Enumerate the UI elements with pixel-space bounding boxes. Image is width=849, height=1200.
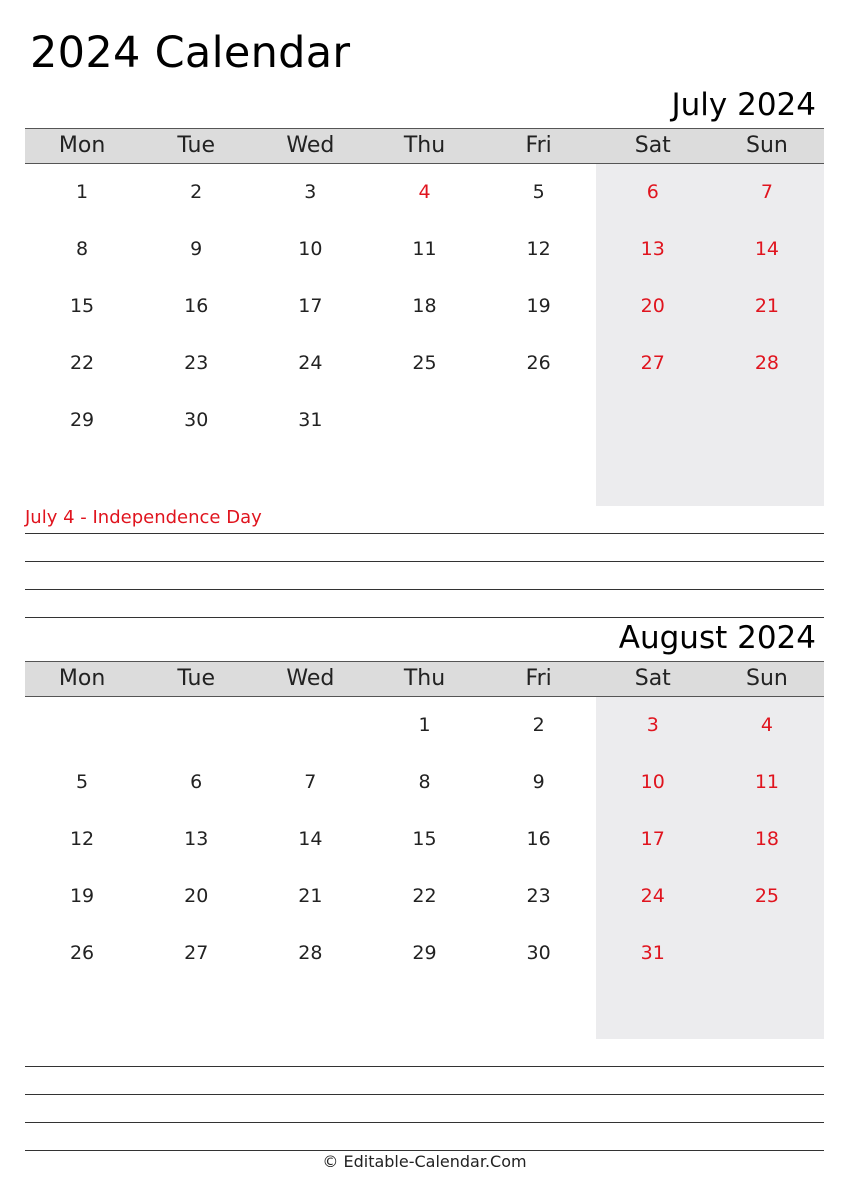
day-grid xyxy=(25,164,824,506)
day-cell: 13 xyxy=(184,828,209,850)
weekday-header xyxy=(25,128,824,164)
day-cell: 14 xyxy=(298,828,323,850)
empty-day-cell xyxy=(482,392,596,449)
empty-day-cell xyxy=(596,392,710,449)
day-cell: 16 xyxy=(184,295,209,317)
day-cell: 7 xyxy=(760,181,773,203)
weekday-sun: Sun xyxy=(745,133,788,158)
calendar-july xyxy=(25,128,824,506)
empty-day-cell xyxy=(482,449,596,506)
weekday-header xyxy=(25,661,824,697)
month-title-august: August 2024 xyxy=(618,620,816,656)
weekday-sat: Sat xyxy=(634,133,671,158)
note-line xyxy=(25,617,824,618)
day-cell: 23 xyxy=(184,352,209,374)
day-cell: 18 xyxy=(412,295,437,317)
weekday-thu: Thu xyxy=(403,666,446,691)
empty-day-cell xyxy=(25,449,139,506)
day-cell: 8 xyxy=(76,238,89,260)
day-grid xyxy=(25,697,824,1039)
day-cell: 15 xyxy=(412,828,437,850)
note-line xyxy=(25,1150,824,1151)
weekday-mon: Mon xyxy=(58,666,106,691)
day-cell: 13 xyxy=(640,238,665,260)
empty-day-cell xyxy=(253,697,367,754)
day-cell: 12 xyxy=(69,828,95,850)
empty-day-cell xyxy=(367,449,481,506)
day-cell: 31 xyxy=(640,942,665,964)
footer-copyright: © Editable-Calendar.Com xyxy=(322,1152,527,1171)
day-cell: 19 xyxy=(69,885,95,907)
day-cell: 24 xyxy=(640,885,665,907)
day-cell: 28 xyxy=(298,942,323,964)
day-cell: 26 xyxy=(526,352,551,374)
day-cell: 21 xyxy=(298,885,323,907)
day-cell: 1 xyxy=(76,181,89,203)
day-cell: 10 xyxy=(298,238,323,260)
day-cell: 16 xyxy=(526,828,551,850)
calendar-august xyxy=(25,661,824,1039)
day-cell: 26 xyxy=(69,942,95,964)
day-cell: 20 xyxy=(640,295,665,317)
day-cell: 2 xyxy=(190,181,203,203)
day-cell: 22 xyxy=(69,352,95,374)
day-cell: 24 xyxy=(298,352,323,374)
day-cell: 25 xyxy=(754,885,780,907)
empty-day-cell xyxy=(253,449,367,506)
note-line xyxy=(25,1094,824,1095)
day-cell: 30 xyxy=(526,942,551,964)
empty-day-cell xyxy=(253,982,367,1039)
day-cell: 25 xyxy=(412,352,437,374)
day-cell: 18 xyxy=(754,828,780,850)
day-cell: 3 xyxy=(304,181,317,203)
day-cell: 5 xyxy=(76,771,89,793)
day-cell: 11 xyxy=(412,238,437,260)
day-cell: 17 xyxy=(640,828,665,850)
day-cell: 14 xyxy=(754,238,780,260)
day-cell: 30 xyxy=(184,409,209,431)
day-cell: 29 xyxy=(69,409,95,431)
day-cell: 31 xyxy=(298,409,323,431)
empty-day-cell xyxy=(139,982,253,1039)
empty-day-cell xyxy=(367,982,481,1039)
day-cell: 4 xyxy=(418,181,431,203)
note-line xyxy=(25,1066,824,1067)
page-title: 2024 Calendar xyxy=(30,28,351,78)
empty-day-cell xyxy=(25,697,139,754)
day-cell: 27 xyxy=(640,352,665,374)
day-cell: 8 xyxy=(418,771,431,793)
day-cell: 21 xyxy=(754,295,780,317)
holiday-note: July 4 - Independence Day xyxy=(25,507,262,528)
day-cell: 10 xyxy=(640,771,665,793)
weekday-mon: Mon xyxy=(58,133,106,158)
empty-day-cell xyxy=(139,697,253,754)
day-cell: 12 xyxy=(526,238,551,260)
day-cell: 28 xyxy=(754,352,780,374)
day-cell: 7 xyxy=(304,771,317,793)
note-line xyxy=(25,561,824,562)
empty-day-cell xyxy=(139,449,253,506)
day-cell: 2 xyxy=(532,714,545,736)
day-cell: 6 xyxy=(646,181,659,203)
day-cell: 9 xyxy=(532,771,545,793)
day-cell: 3 xyxy=(646,714,659,736)
weekday-tue: Tue xyxy=(177,666,215,691)
empty-day-cell xyxy=(710,449,824,506)
day-cell: 19 xyxy=(526,295,551,317)
empty-day-cell xyxy=(25,982,139,1039)
day-cell: 27 xyxy=(184,942,209,964)
day-cell: 5 xyxy=(532,181,545,203)
day-cell: 23 xyxy=(526,885,551,907)
empty-day-cell xyxy=(596,449,710,506)
day-cell: 20 xyxy=(184,885,209,907)
weekday-sat: Sat xyxy=(634,666,671,691)
weekday-wed: Wed xyxy=(286,666,335,691)
empty-day-cell xyxy=(367,392,481,449)
empty-day-cell xyxy=(710,925,824,982)
day-cell: 1 xyxy=(418,714,431,736)
weekday-fri: Fri xyxy=(525,666,552,691)
weekday-fri: Fri xyxy=(525,133,552,158)
empty-day-cell xyxy=(482,982,596,1039)
weekday-thu: Thu xyxy=(403,133,446,158)
day-cell: 29 xyxy=(412,942,437,964)
note-line xyxy=(25,1122,824,1123)
day-cell: 15 xyxy=(69,295,95,317)
day-cell: 9 xyxy=(190,238,203,260)
empty-day-cell xyxy=(710,982,824,1039)
day-cell: 4 xyxy=(760,714,773,736)
month-title-july: July 2024 xyxy=(671,87,816,123)
day-cell: 6 xyxy=(190,771,203,793)
note-line xyxy=(25,589,824,590)
weekday-tue: Tue xyxy=(177,133,215,158)
empty-day-cell xyxy=(596,982,710,1039)
day-cell: 11 xyxy=(754,771,780,793)
weekday-wed: Wed xyxy=(286,133,335,158)
empty-day-cell xyxy=(710,392,824,449)
day-cell: 17 xyxy=(298,295,323,317)
note-line xyxy=(25,533,824,534)
weekday-sun: Sun xyxy=(745,666,788,691)
day-cell: 22 xyxy=(412,885,437,907)
